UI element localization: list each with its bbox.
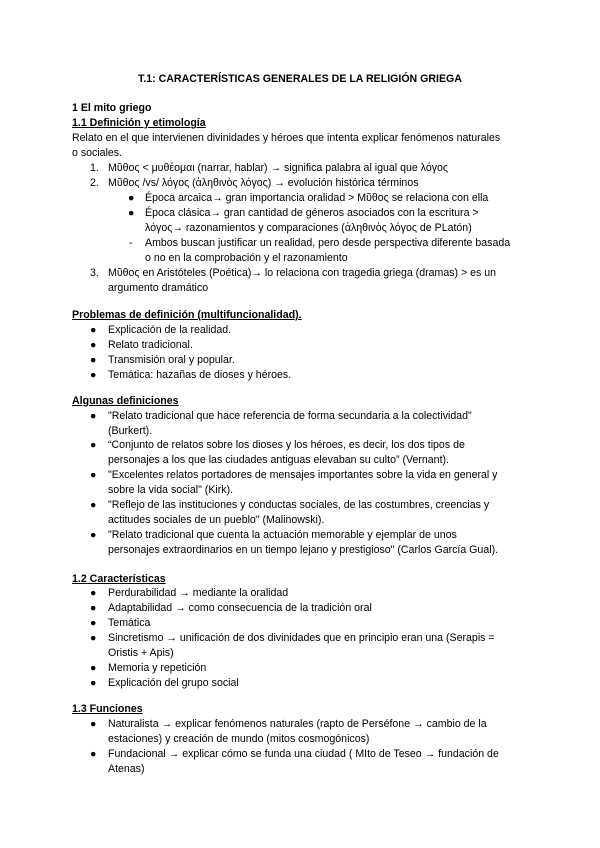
list-item-text: argumento dramático: [108, 281, 209, 294]
list-number: 3.: [90, 267, 99, 279]
list-item: [128, 191, 545, 206]
bullet-icon: ●: [90, 617, 97, 629]
list-item-text: personajes extraordinarios en un tiempo lejano y prestigioso" (Carlos García Gual).: [108, 543, 499, 556]
list-number: 2.: [90, 177, 99, 189]
page-title: T.1: CARACTERÍSTICAS GENERALES DE LA RELIGIÓN GRIEGA: [138, 73, 462, 85]
bullet-icon: ●: [90, 369, 97, 381]
bullet-icon: ●: [90, 587, 97, 599]
list-item: [90, 368, 538, 383]
list-item: [90, 631, 538, 661]
list-item: [90, 528, 538, 558]
list-item-text: estaciones) y creación de mundo (mitos cosmogónicos): [108, 732, 370, 745]
bullet-icon: ●: [128, 207, 135, 219]
bullet-icon: ●: [90, 529, 97, 541]
section-heading-caracteristicas: 1.2 Características: [72, 573, 166, 585]
section-heading-problemas: Problemas de definición (multifuncionalidad).: [72, 309, 302, 321]
bullet-icon: ●: [90, 748, 97, 760]
list-item-text: Época arcaica→ gran importancia oralidad > Μῦθος se relaciona con ella: [145, 192, 489, 204]
list-item: [90, 717, 538, 747]
list-item: [90, 616, 538, 631]
list-item-text: Fundacional → explicar cómo se funda una ciudad ( MIto de Teseo → fundación de: [108, 748, 499, 760]
list-item-text: λόγος→ razonamientos y comparaciones (ἀληθινὸς λόγος de PLatón): [145, 221, 472, 234]
list-item: [90, 409, 538, 439]
list-item: [90, 353, 538, 368]
list-item: [128, 206, 545, 236]
list-item: [90, 676, 538, 691]
list-item: [90, 601, 538, 616]
bullet-icon: ●: [90, 469, 97, 481]
list-item-text: Naturalista → explicar fenómenos naturales (rapto de Perséfone → cambio de la: [108, 718, 487, 730]
list-item-text: Relato tradicional.: [108, 339, 193, 351]
list-item-text: "Relato tradicional que cuenta la actuación memorable y ejemplar de unos: [108, 529, 457, 541]
list-item: Μῦθος < μυθέομαι (narrar, hablar) → significa palabra al igual que λόγος: [108, 162, 449, 174]
list-item-text: Explicación de la realidad.: [108, 324, 232, 336]
list-item-text: "Relato tradicional que hace referencia de forma secundaria a la colectividad": [108, 410, 472, 422]
list-item-text: Época clásica→ gran cantidad de géneros asociados con la escritura >: [145, 207, 479, 219]
list-item-text: sobre la vida social" (Kirk).: [108, 483, 234, 496]
list-item-text: Transmisión oral y popular.: [108, 354, 235, 366]
bullet-icon: ●: [90, 439, 97, 451]
list-item: [90, 338, 538, 353]
bullet-icon: ●: [90, 677, 97, 689]
list-item-text: Oristis + Apis): [108, 646, 174, 659]
section-heading-funciones: 1.3 Funciones: [72, 703, 143, 715]
bullet-icon: ●: [90, 632, 97, 644]
list-item-text: "Excelentes relatos portadores de mensajes importantes sobre la vida en general y: [108, 469, 498, 481]
bullet-icon: ●: [90, 339, 97, 351]
list-item-text: Atenas): [108, 762, 145, 775]
bullet-icon: ●: [90, 324, 97, 336]
list-item-text: Temática: hazañas de dioses y héroes.: [108, 369, 292, 381]
bullet-icon: ●: [90, 410, 97, 422]
list-item-text: Ambos buscan justificar un realidad, pero desde perspectiva diferente basada: [145, 237, 511, 249]
list-item: [90, 323, 538, 338]
list-item: [90, 498, 538, 528]
list-item-text: Temática: [108, 617, 151, 629]
bullet-icon: ●: [90, 662, 97, 674]
list-number: 1.: [90, 162, 99, 174]
list-item-text: Μῦθος en Aristóteles (Poética)→ lo relaciona con tragedia griega (dramas) > es un: [108, 267, 497, 279]
list-item-text: (Burkert).: [108, 424, 153, 437]
list-item-text: "Reflejo de las instituciones y conductas sociales, de las costumbres, creencias y: [108, 499, 490, 511]
list-item: [108, 266, 496, 296]
section-heading-definiciones: Algunas definiciones: [72, 395, 179, 407]
list-item-text: Perdurabilidad → mediante la oralidad: [108, 587, 289, 599]
list-item: [90, 661, 538, 676]
section-heading-definicion: 1.1 Definición y etimología: [72, 117, 206, 129]
bullet-icon: ●: [90, 602, 97, 614]
list-item-text: Memoria y repetición: [108, 662, 207, 674]
bullet-icon: ●: [128, 192, 135, 204]
list-item-text: Sincretismo → unificación de dos divinidades que en principio eran una (Serapis =: [108, 632, 495, 644]
list-item: [90, 747, 538, 777]
list-item-text: o no en la comprobación y el razonamiento: [145, 251, 348, 264]
list-item: Μῦθος /vs/ λόγος (ἀληθινὸς λόγος) → evolución histórica términos: [108, 177, 419, 189]
list-item-text: personajes a los que las ciudades antiguas elevaban su culto” (Vernant).: [108, 453, 449, 466]
list-item: [90, 586, 538, 601]
section-heading-mito: 1 El mito griego: [72, 102, 152, 114]
intro-line: o sociales.: [72, 147, 123, 159]
list-item-text: Adaptabilidad → como consecuencia de la tradición oral: [108, 602, 372, 614]
list-item: [90, 438, 538, 468]
bullet-icon: ●: [90, 354, 97, 366]
list-item-text: Explicación del grupo social: [108, 677, 239, 689]
list-item-text: actitudes sociales de un pueblo" (Malinowski).: [108, 513, 325, 526]
intro-line: Relato en el que intervienen divinidades y héroes que intenta explicar fenómenos naturales: [72, 132, 501, 144]
list-item-text: “Conjunto de relatos sobre los dioses y los héroes, es decir, los dos tipos de: [108, 439, 465, 451]
list-item: [129, 236, 545, 266]
dash-marker: -: [129, 237, 133, 249]
bullet-icon: ●: [90, 499, 97, 511]
bullet-icon: ●: [90, 718, 97, 730]
list-item: [90, 468, 538, 498]
